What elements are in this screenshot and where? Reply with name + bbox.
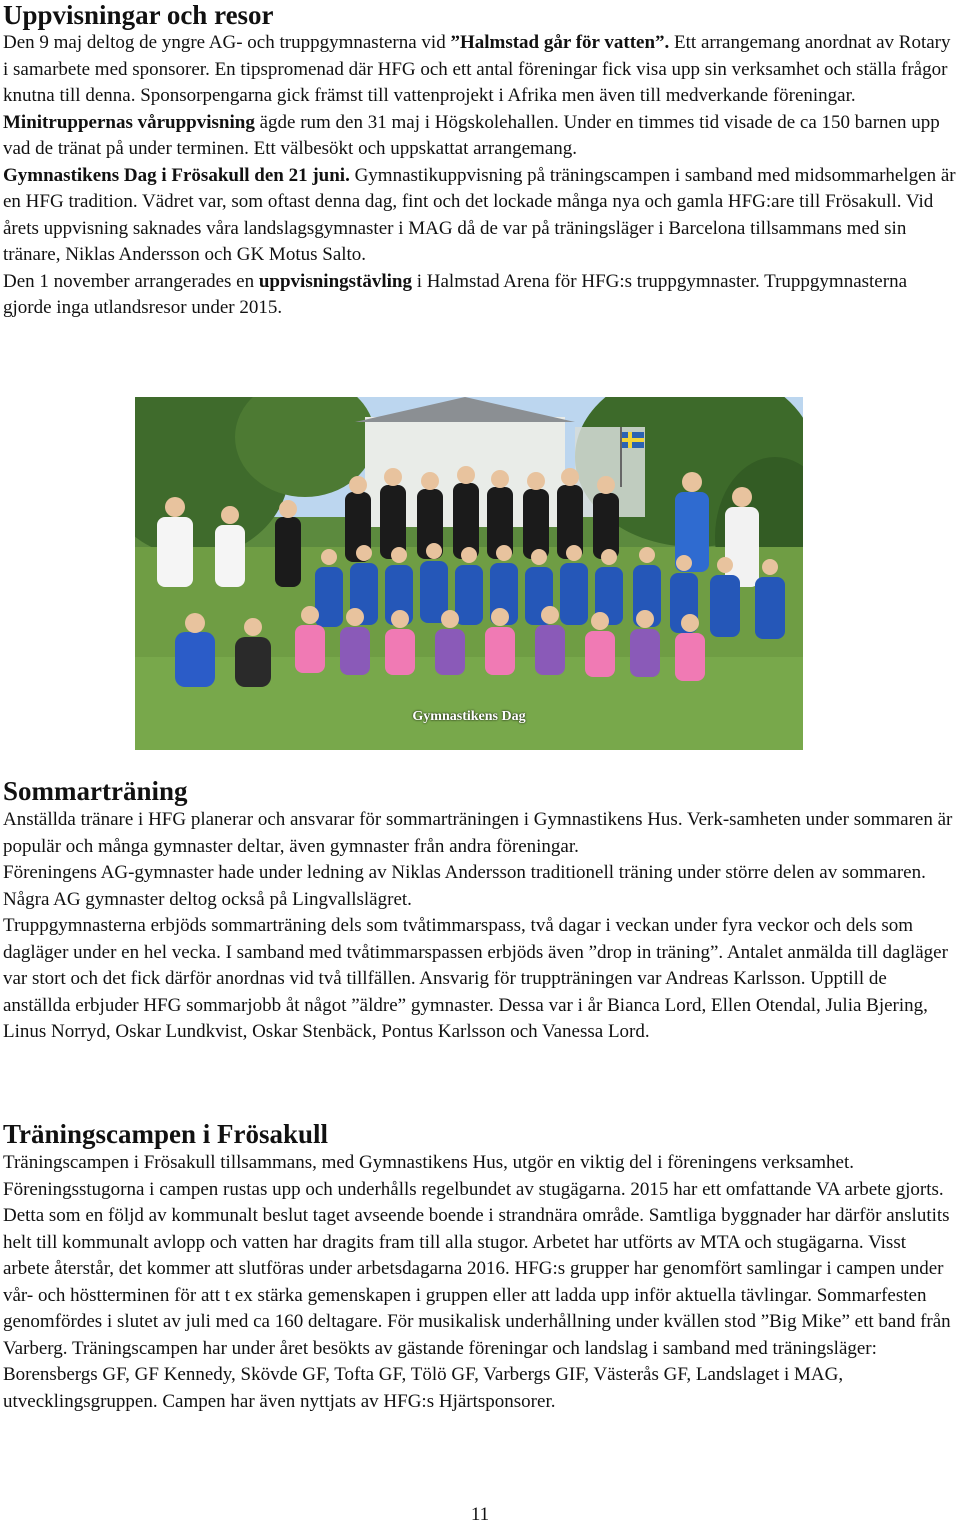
group-photo bbox=[135, 397, 803, 750]
heading-sommartraning: Sommarträning bbox=[3, 776, 188, 806]
section-traningscampen bbox=[3, 1118, 957, 1415]
paragraph-sommar-2: Föreningens AG-gymnaster hade under ledning av Niklas Andersson traditionell träning under större delen av sommaren. Några AG gymnaster deltog också på Lingvallslägret. bbox=[3, 862, 926, 910]
page-number: 11 bbox=[470, 1504, 490, 1525]
group-photo-illustration bbox=[135, 397, 803, 750]
paragraph-sommar-3: Truppgymnasterna erbjöds sommarträning dels som tvåtimmarspass, två dagar i veckan under fyra veckor och dels som dagläger under en hel vecka. I samband med tvåtimmarspassen erbjöds även ”drop in träning”. Antalet anmälda till dagläger var stort och det fick därför anordnas vid två tillfällen. Ansvarig för truppträningen var Andreas Karlsson. Upptill de anställda erbjuder HFG sommarjobb åt något ”äldre” gymnaster. Dessa var i år Bianca Lord, Ellen Otendal, Julia Bjering, Linus Norryd, Oskar Lundkvist, Oskar Stenbäck, Pontus Karlsson och Vanessa Lord. bbox=[3, 915, 948, 1042]
paragraph-camp: Träningscampen i Frösakull tillsammans, med Gymnastikens Hus, utgör en viktig del i föreningens verksamhet. Föreningsstugorna i campen rustas upp och underhålls regelbundet av stugägarna. 2015 har ett omfattande VA arbete gjorts. Detta som en följd av kommunalt beslut taget avseende boende i strandnära område. Samtliga byggnader har därför anslutits helt till kommunalt avlopp och vatten har dragits fram till alla stugor. Arbetet har utförts av MTA och stugägarna. Visst arbete återstår, det kommer att slutföras under arbetsdagarna 2016. HFG:s grupper har genomfört samlingar i campen under vår- och höstterminen för att t ex stärka gemenskapen i gruppen eller att ladda upp inför aktuella tävlingar. Sommarfesten genomfördes i slutet av juli med ca 160 deltagare. För musikalisk underhållning under kvällen stod ”Big Mike” ett band från Varberg. Träningscampen har under året besökts av gästande föreningar och landslag i samband med träningsläger: Borensbergs GF, GF Kennedy, Skövde GF, Tofta GF, Tölö GF, Varbergs GIF, Västerås GF, Landslaget i MAG, utvecklingsgruppen. Campen har även nyttjats av HFG:s Hjärtsponsorer. bbox=[3, 1152, 951, 1412]
text: i Halmstad Arena för HFG:s truppgymnaster. Truppgymnasterna gjorde inga utlandsresor under 2015. bbox=[3, 270, 908, 318]
paragraph-sommar-1: Anställda tränare i HFG planerar och ansvarar för sommarträningen i Gymnastikens Hus. Verk-samheten under sommaren är populär och många gymnaster deltar, även gymnaster från andra föreningar. bbox=[3, 809, 953, 857]
heading-traningscampen: Träningscampen i Frösakull bbox=[3, 1119, 329, 1149]
section-uppvisningar bbox=[3, 0, 957, 322]
heading-uppvisningar: Uppvisningar och resor bbox=[3, 0, 274, 30]
bold-event-name: Gymnastikens Dag i Frösakull den 21 juni. bbox=[3, 164, 350, 186]
text: Ett arrangemang anordnat av Rotary i samarbete med sponsorer. En tipspromenad där HFG och ett antal föreningar fick visa upp sin verksamhet och ställa frågor knutna till denna. Sponsorpengarna gick främst till vattenprojekt i Afrika men även till medverkande föreningar. bbox=[3, 32, 951, 106]
photo-caption: Gymnastikens Dag bbox=[412, 709, 526, 724]
bold-event-name: Minitruppernas våruppvisning bbox=[3, 111, 255, 133]
paragraph-halmstad bbox=[3, 30, 957, 110]
text: Den 1 november arrangerades en bbox=[3, 270, 259, 292]
text: Gymnastikuppvisning på träningscampen i samband med midsommarhelgen är en HFG tradition. Vädret var, som oftast denna dag, fint och det lockade många nya och gamla HFG:are till Frösakull. Vid årets uppvisning saknades våra landslagsgymnaster i MAG då de var på träningsläger i Barcelona tillsammans med sin tränare, Niklas Andersson och GK Motus Salto. bbox=[3, 164, 956, 265]
paragraph-minitrupper bbox=[3, 110, 957, 163]
bold-event-name: ”Halmstad går för vatten”. bbox=[450, 32, 670, 53]
section-sommartraning bbox=[3, 775, 957, 1046]
text: ägde rum den 31 maj i Högskolehallen. Under en timmes tid visade de ca 150 barnen upp vad de tränat på under terminen. Ett välbesökt och uppskattat arrangemang. bbox=[3, 111, 940, 159]
text: Den 9 maj deltog de yngre AG- och truppgymnasterna vid bbox=[3, 32, 451, 53]
paragraph-uppvisningstavling bbox=[3, 269, 957, 322]
bold-event-name: uppvisningstävling bbox=[258, 270, 412, 292]
paragraph-gymnastikens-dag bbox=[3, 163, 957, 269]
